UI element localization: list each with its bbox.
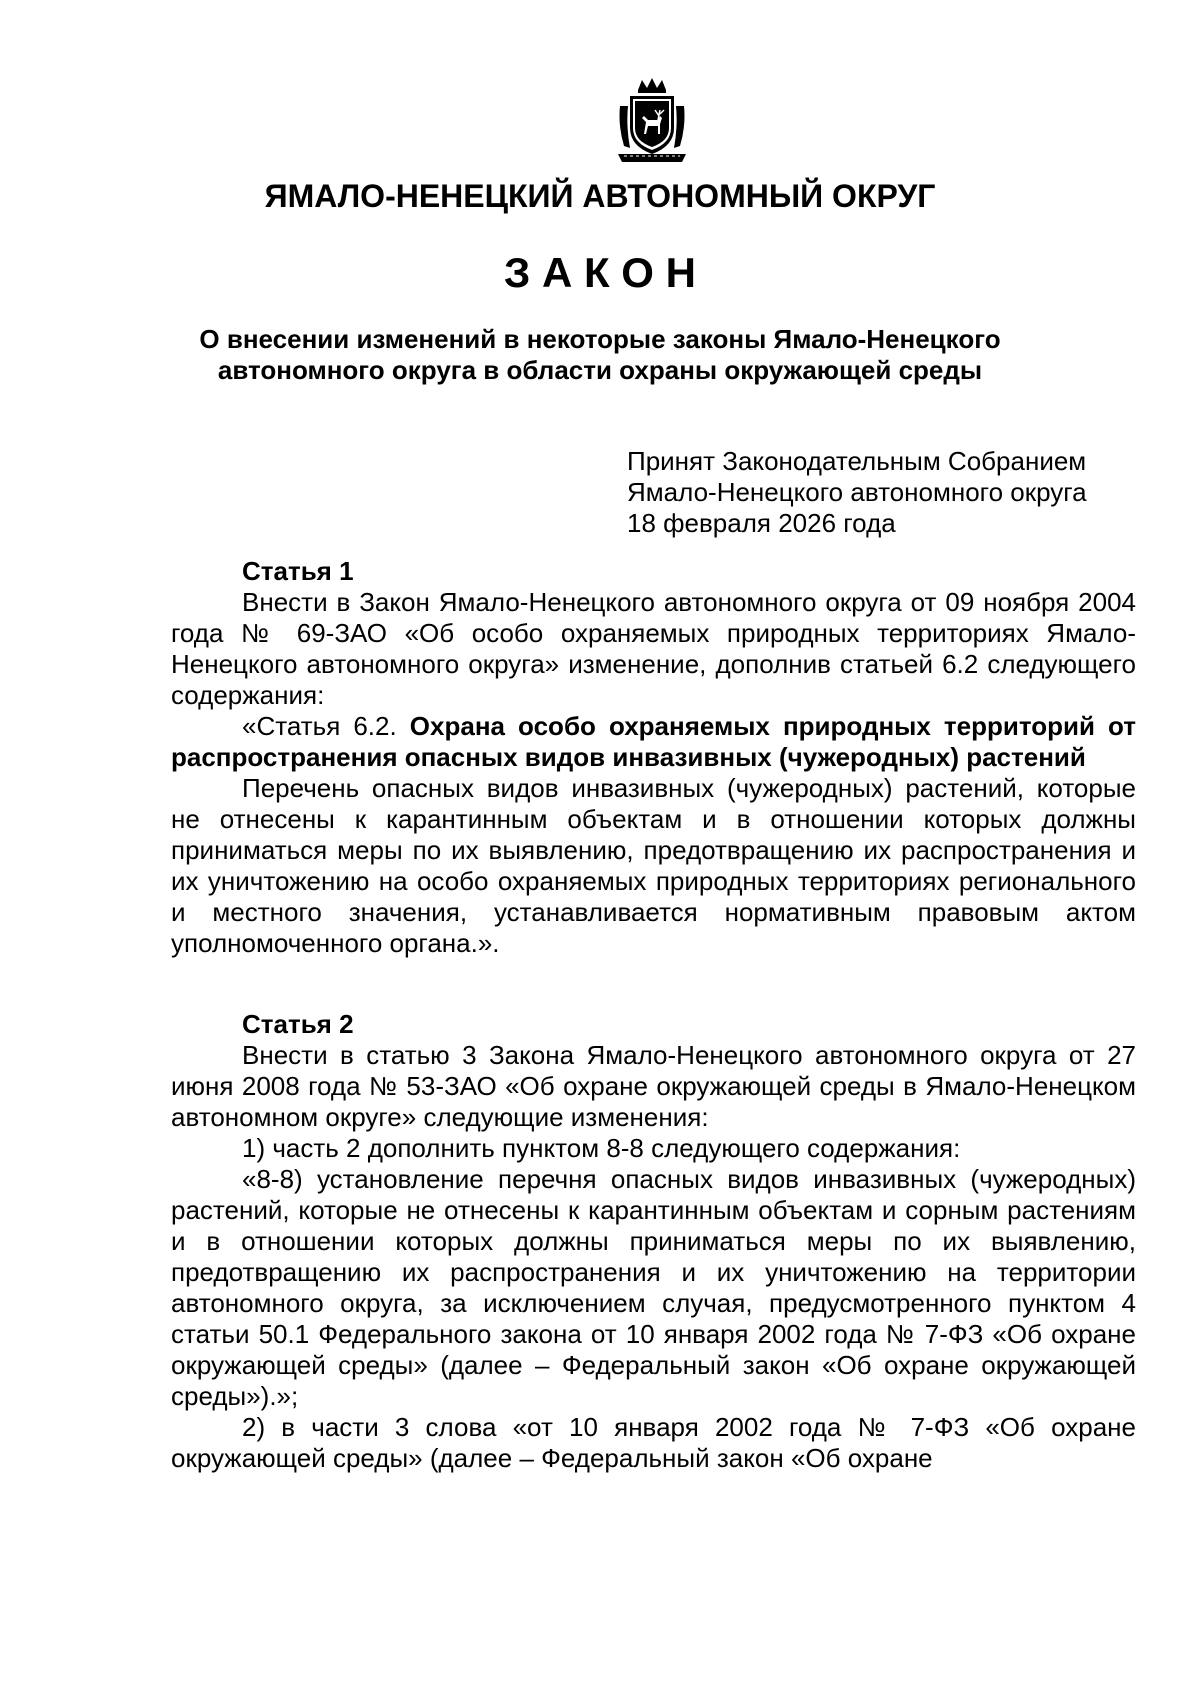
article-paragraph: Перечень опасных видов инвазивных (чужеродных) растений, которые не отнесены к карантинным объектам и в отношении которых должны приниматься меры по их выявлению, предотвращению их распространения и их уничтожению на особо охраняемых природных территориях регионального и местного значения, устанавливается нормативным правовым актом уполномоченного органа.».: [171, 773, 1136, 958]
article-paragraph: 1) часть 2 дополнить пунктом 8-8 следующего содержания:: [242, 1133, 961, 1163]
adoption-date: 18 февраля 2026 года: [627, 508, 896, 538]
article-paragraph: Внести в статью 3 Закона Ямало-Ненецкого автономного округа от 27 июня 2008 года № 53-ЗАО «Об охране окружающей среды в Ямало-Ненецком автономном округе» следующие изменения:: [171, 1040, 1136, 1132]
quoted-article-title: Охрана особо охраняемых природных территорий от распространения опасных видов инвазивных (чужеродных) растений: [171, 711, 1136, 772]
article-paragraph: [171, 711, 1136, 773]
article-paragraph: Внести в Закон Ямало-Ненецкого автономного округа от 09 ноября 2004 года № 69-ЗАО «Об особо охраняемых природных территориях Ямало-Ненецкого автономного округа» изменение, дополнив статьей 6.2 следующего содержания:: [171, 587, 1136, 710]
article-heading: Статья 1: [242, 556, 354, 586]
article-2: [171, 1009, 1136, 1474]
law-title: О внесении изменений в некоторые законы Ямало-Ненецкого автономного округа в области охраны окружающей среды: [199, 324, 1001, 385]
adoption-block: [627, 446, 1087, 539]
quoted-article-number: «Статья 6.2.: [242, 711, 410, 741]
region-name: ЯМАЛО-НЕНЕЦКИЙ АВТОНОМНЫЙ ОКРУГ: [264, 178, 936, 214]
article-heading: Статья 2: [242, 1009, 354, 1039]
article-paragraph: «8-8) установление перечня опасных видов инвазивных (чужеродных) растений, которые не отнесены к карантинным объектам и сорным растениям и в отношении которых должны приниматься меры по их выявлению, предотвращению их распространения и их уничтожению на территории автономного округа, за исключением случая, предусмотренного пунктом 4 статьи 50.1 Федерального закона от 10 января 2002 года № 7-ФЗ «Об охране окружающей среды» (далее – Федеральный закон «Об охране окружающей среды»).»;: [171, 1164, 1136, 1411]
document-type-heading: З А К О Н: [504, 249, 696, 296]
coat-of-arms-emblem: [614, 76, 690, 164]
adoption-line: Ямало-Ненецкого автономного округа: [627, 477, 1087, 507]
article-1: [171, 556, 1136, 959]
article-paragraph: 2) в части 3 слова «от 10 января 2002 года № 7-ФЗ «Об охране окружающей среды» (далее – Федеральный закон «Об охране: [171, 1412, 1136, 1473]
adoption-line: Принят Законодательным Собранием: [627, 446, 1087, 476]
